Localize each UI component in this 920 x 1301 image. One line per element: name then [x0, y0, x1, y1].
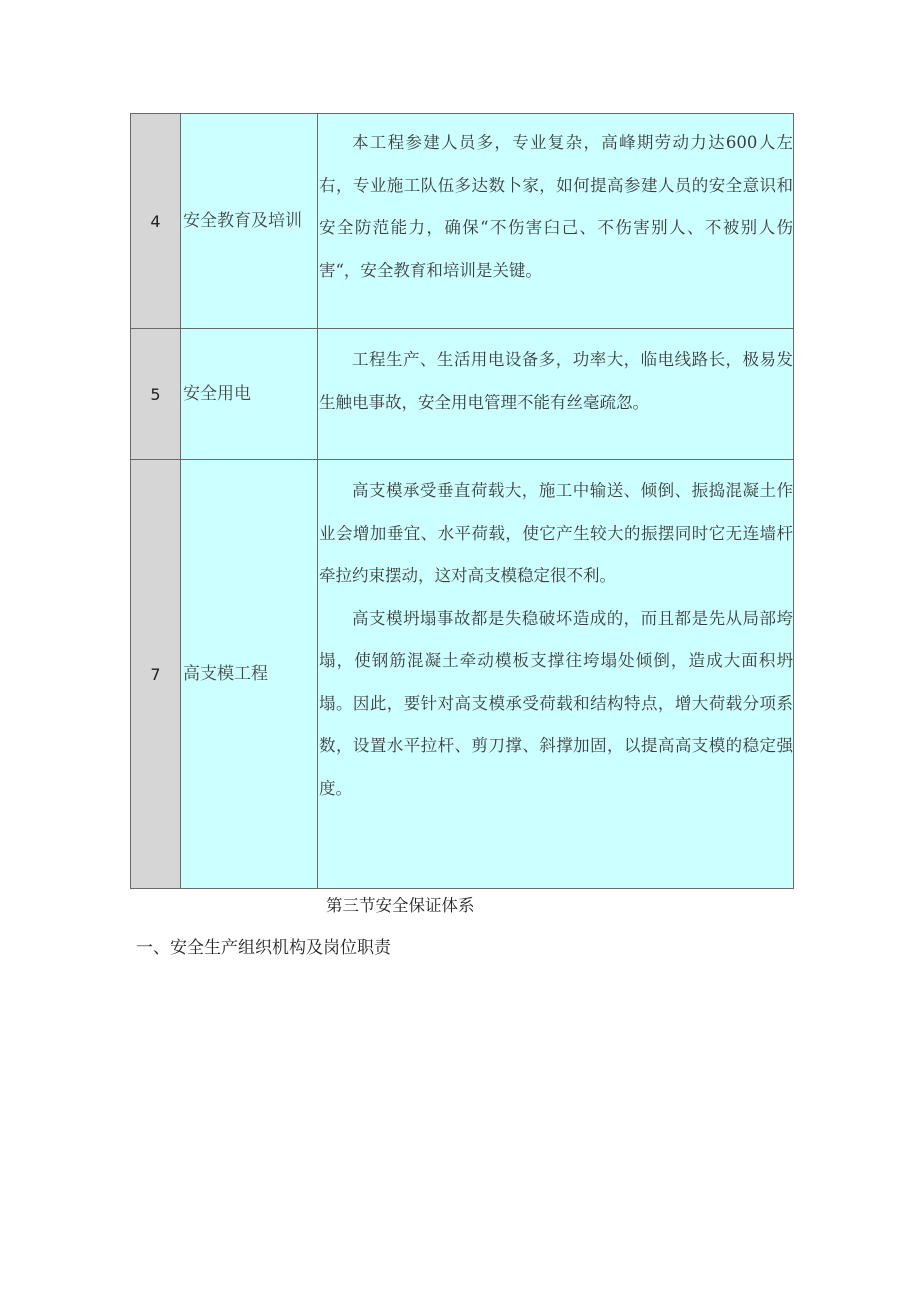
description-paragraph: 高支模坍塌事故都是失稳破坏造成的，而且都是先从局部垮塌，使钢筋混凝土牵动模板支撑往垮塌处倾倒，造成大面积坍塌。因此，要针对高支模承受荷载和结构特点，增大荷载分项系数，设置水平拉杆、剪刀撑、斜撑加固，以提高高支模的稳定强度。 [319, 608, 793, 798]
section-title: 第三节安全保证体系 [326, 896, 475, 915]
section-heading: 一、安全生产组织机构及岗位职责 [136, 938, 391, 958]
row-number: 7 [131, 460, 181, 889]
row-number: 4 [131, 114, 181, 329]
row-name: 安全用电 [181, 329, 318, 460]
row-description [318, 329, 794, 460]
row-name: 高支模工程 [181, 460, 318, 889]
description-paragraph: 工程生产、生活用电设备多，功率大，临电线路长，极易发生触电事故，安全用电管理不能有丝毫疏忽。 [319, 350, 793, 412]
description-paragraph: 高支模承受垂直荷载大，施工中输送、倾倒、振捣混凝土作业会增加垂宜、水平荷载，使它产生较大的振摆同时它无连墙杆牵拉约束摆动，这对高支模稳定很不利。 [319, 481, 793, 585]
table-row [131, 114, 794, 329]
row-description [318, 114, 794, 329]
row-name: 安全教育及培训 [181, 114, 318, 329]
description-paragraph: 本工程参建人员多，专业复杂，高峰期劳动力达600人左右，专业施工队伍多达数卜家，如何提高参建人员的安全意识和安全防范能力，确保“不伤害臼己、不伤害别人、不被别人伤害“，安全教育和培训是关键。 [319, 133, 793, 280]
row-number: 5 [131, 329, 181, 460]
table-row [131, 329, 794, 460]
row-description [318, 460, 794, 889]
risk-table [130, 113, 794, 889]
table-row [131, 460, 794, 889]
